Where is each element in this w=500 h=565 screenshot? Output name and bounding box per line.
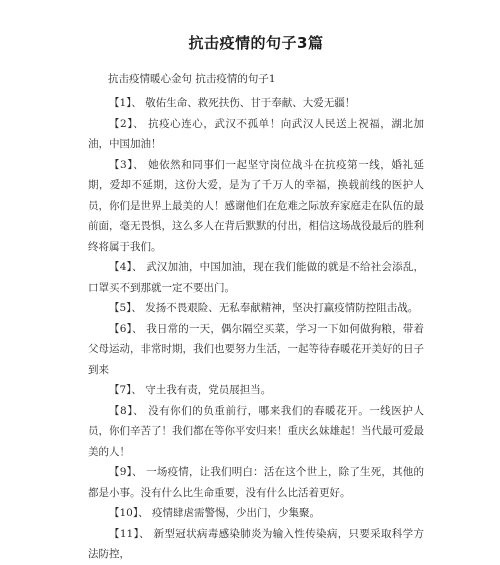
- paragraph-5: 【5】、 发扬不畏艰险、无私奉献精神，坚决打赢疫情防控阻击战。: [109, 302, 419, 314]
- document-title: 抗击疫情的句子3篇: [188, 34, 324, 52]
- paragraph-6: 【6】、 我日常的一天，偶尔隔空买菜，学习一下如何做狗粮，带着父母运动，非常时期，我们也要努力生活，一起等待春暖花开美好的日子到来: [88, 322, 424, 376]
- paragraph-2: 【2】、 抗疫心连心，武汉不孤单！向武汉人民送上祝福，湖北加油，中国加油！: [88, 117, 424, 150]
- document-subtitle: 抗击疫情暖心金句 抗击疫情的句子1: [108, 73, 276, 85]
- paragraph-4: 【4】、 武汉加油，中国加油，现在我们能做的就是不给社会添乱，口罩买不到那就一定不要出门。: [88, 261, 424, 294]
- paragraph-list: [88, 93, 424, 565]
- paragraph-1: 【1】、 敬佑生命、救死扶伤、甘于奉献、大爱无疆！: [109, 97, 356, 109]
- paragraph-11: 【11】、 新型冠状病毒感染肺炎为输入性传染病，只要采取科学方法防控，: [88, 527, 424, 560]
- paragraph-8: 【8】、 没有你们的负重前行，哪来我们的春暖花开。一线医护人员，你们辛苦了！我们都在等你平安归来！重庆幺妹雄起！当代最可爱最美的人！: [88, 404, 424, 458]
- paragraph-3: 【3】、 她依然和同事们一起坚守岗位战斗在抗疫第一线，婚礼延期，爱却不延期，这份大爱，是为了千万人的幸福，换载前线的医护人员，你们是世界上最美的人！感谢他们在危难之际放弃家庭走在队伍的最前面，毫无畏惧，这么多人在背后默默的付出，相信这场战役最后的胜利终将属于我们。: [88, 158, 424, 253]
- paragraph-9: 【9】、 一场疫情，让我们明白：活在这个世上，除了生死，其他的都是小事。没有什么比生命重要，没有什么比活着更好。: [88, 466, 424, 499]
- paragraph-10: 【10】、 疫情肆虐需警惕，少出门，少集聚。: [109, 507, 320, 519]
- paragraph-7: 【7】、 守土我有责，党员展担当。: [109, 384, 272, 396]
